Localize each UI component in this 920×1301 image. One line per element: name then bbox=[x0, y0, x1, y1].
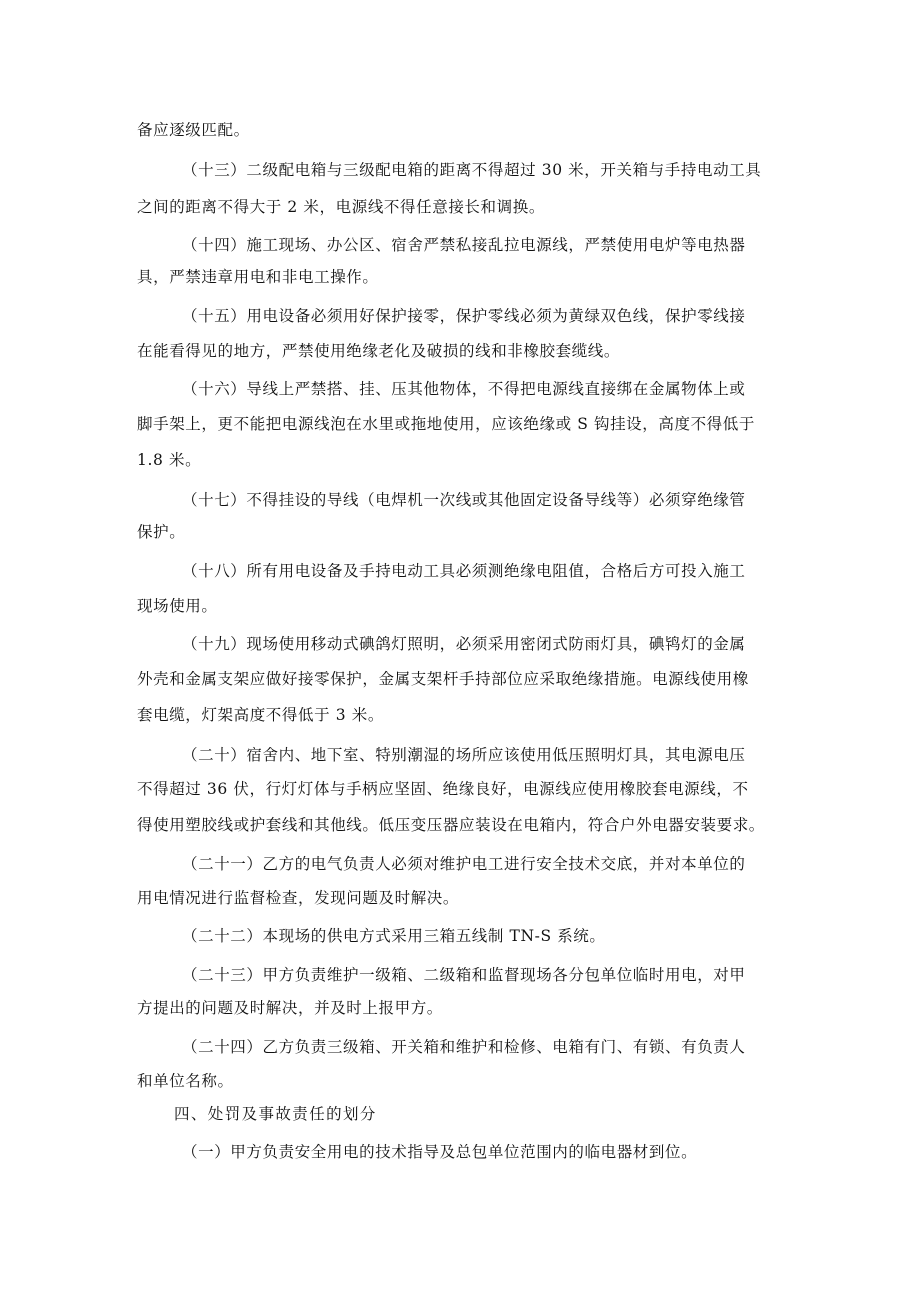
text-line: （十七）不得挂设的导线（电焊机一次线或其他固定设备导线等）必须穿绝缘管 bbox=[182, 491, 746, 509]
text-line: 用电情况进行监督检查，发现问题及时解决。 bbox=[137, 889, 460, 907]
text-line: 之间的距离不得大于 2 米，电源线不得任意接长和调换。 bbox=[137, 198, 545, 216]
text-line: （十五）用电设备必须用好保护接零，保护零线必须为黄绿双色线，保护零线接 bbox=[182, 307, 746, 325]
text-line: （一）甲方负责安全用电的技术指导及总包单位范围内的临电器材到位。 bbox=[182, 1143, 698, 1161]
text-line: （二十四）乙方负责三级箱、开关箱和维护和检修、电箱有门、有锁、有负责人 bbox=[182, 1038, 746, 1056]
text-line: （十四）施工现场、办公区、宿舍严禁私接乱拉电源线，严禁使用电炉等电热器 bbox=[182, 236, 746, 254]
text-line: （十六）导线上严禁搭、挂、压其他物体，不得把电源线直接绑在金属物体上或 bbox=[182, 380, 746, 398]
text-line: （十九）现场使用移动式碘鸽灯照明，必须采用密闭式防雨灯具，碘鸨灯的金属 bbox=[182, 635, 746, 653]
text-line: 不得超过 36 伏，行灯灯体与手柄应坚固、绝缘良好，电源线应使用橡胶套电源线，不 bbox=[137, 780, 749, 798]
text-line: 和单位名称。 bbox=[137, 1072, 234, 1090]
text-line: （十八）所有用电设备及手持电动工具必须测绝缘电阻值，合格后方可投入施工 bbox=[182, 562, 746, 580]
text-line: （二十）宿舍内、地下室、特别潮湿的场所应该使用低压照明灯具，其电源电压 bbox=[182, 746, 746, 764]
text-line: 套电缆，灯架高度不得低于 3 米。 bbox=[137, 706, 384, 724]
text-line: （二十三）甲方负责维护一级箱、二级箱和监督现场各分包单位临时用电，对甲 bbox=[182, 966, 746, 984]
text-line: 具，严禁违章用电和非电工操作。 bbox=[137, 268, 379, 286]
text-line: （十三）二级配电箱与三级配电箱的距离不得超过 30 米，开关箱与手持电动工具 bbox=[182, 161, 762, 179]
text-line: 现场使用。 bbox=[137, 597, 218, 615]
text-line: （二十一）乙方的电气负责人必须对维护电工进行安全技术交底，并对本单位的 bbox=[182, 855, 746, 873]
text-line: 方提出的问题及时解决，并及时上报甲方。 bbox=[137, 999, 443, 1017]
text-line: 1.8 米。 bbox=[137, 451, 202, 469]
section-heading: 四、处罚及事故责任的划分 bbox=[174, 1105, 377, 1123]
text-line: 外壳和金属支架应做好接零保护，金属支架杆手持部位应采取绝缘措施。电源线使用橡 bbox=[137, 670, 749, 688]
text-line: 在能看得见的地方，严禁使用绝缘老化及破损的线和非橡胶套缆线。 bbox=[137, 342, 621, 360]
text-line: （二十二）本现场的供电方式采用三箱五线制 TN-S 系统。 bbox=[182, 927, 606, 945]
text-line: 得使用塑胶线或护套线和其他线。低压变压器应装设在电箱内，符合户外电器安装要求。 bbox=[137, 816, 765, 834]
text-line: 备应逐级匹配。 bbox=[137, 121, 250, 139]
text-line: 脚手架上，更不能把电源线泡在水里或拖地使用，应该绝缘或 S 钩挂设，高度不得低于 bbox=[137, 415, 755, 433]
text-line: 保护。 bbox=[137, 523, 186, 541]
